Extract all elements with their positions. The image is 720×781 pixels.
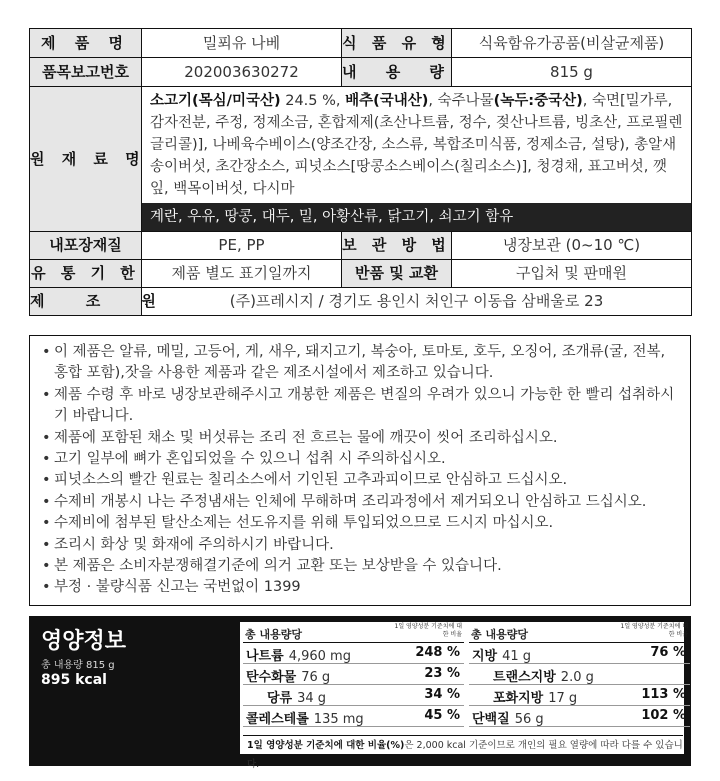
ingredient-cabbage: 배추(국내산) — [345, 93, 429, 109]
maker-label: 제 조 원 — [30, 288, 142, 316]
column-head-desc: 1일 영양성분 기준치에 대한 비율 — [620, 622, 688, 638]
label-sheet — [29, 28, 691, 770]
nutrient-percent: 248 % — [415, 644, 460, 660]
nutrient-row — [469, 643, 690, 664]
ingredient-text-part: , 숙면[밀가루, 감자전분, 주정, 정제소금, 혼합제제(초산나트륨, 정수, 젖산나트륨, 빙초산, 프로필렌글리콜)], 나베육수베이스(양조간장, 소스류, 복합조미식품, 정제소금, 설탕), 총알새송이버섯, 초간장소스, 피넛소스[땅콩소스베이스(칠리소스)], 청경채, 표고버섯, 깻잎, 백목이버섯, 다시마 — [150, 93, 683, 197]
caution-item: • 수제비 개봉시 나는 주정냄새는 인체에 무해하며 조리과정에서 제거되오니 안심하고 드십시오. — [42, 492, 678, 513]
caution-item: • 본 제품은 소비자분쟁해결기준에 의거 교환 또는 보상받을 수 있습니다. — [42, 556, 678, 577]
nutrient-name — [246, 708, 364, 727]
nutrition-column-left — [243, 622, 464, 727]
nutrient-amount: 34 g — [297, 690, 327, 706]
nutrient-amount: 4,960 mg — [288, 648, 351, 664]
product-name: 밀푀유 나베 — [142, 29, 342, 58]
ingredient-beef: 소고기(목심/미국산) — [150, 93, 281, 109]
nutrient-label: 지방 — [472, 648, 498, 664]
ingredient-text-part: 24.5 %, — [280, 93, 346, 109]
ingredients-label: 원 재 료 명 — [30, 87, 142, 232]
column-head-title: 총 내용량당 — [245, 627, 302, 641]
report-no: 202003630272 — [142, 58, 342, 87]
nutrition-kcal: 895 kcal — [41, 671, 107, 688]
caution-item: • 부정 · 불량식품 신고는 국번없이 1399 — [42, 577, 678, 598]
caution-item: • 조리시 화상 및 화재에 주의하시기 바랍니다. — [42, 535, 678, 556]
nutrient-label: 트랜스지방 — [493, 669, 556, 685]
nutrition-column-head — [469, 622, 690, 643]
caution-item: • 제품에 포함된 채소 및 버섯류는 조리 전 흐르는 물에 깨끗이 씻어 조리하십시오. — [42, 428, 678, 449]
ingredient-text-part: , 숙주나물 — [428, 93, 494, 109]
nutrition-table — [240, 622, 688, 770]
ingredients-cell — [142, 87, 692, 232]
caution-item: • 고기 일부에 뼈가 혼입되었을 수 있으니 섭취 시 주의하십시오. — [42, 449, 678, 470]
nutrient-amount: 76 g — [301, 669, 331, 685]
nutrient-label: 단백질 — [472, 711, 510, 727]
footnote-text: 은 2,000 kcal 기준이므로 개인의 필요 열량에 따라 다를 수 있습니다. — [247, 739, 683, 770]
caution-item: • 이 제품은 알류, 메밀, 고등어, 게, 새우, 돼지고기, 복숭아, 토마토, 호두, 오징어, 조개류(굴, 전복, 홍합 포함),잣을 사용한 제품과 같은 제조시설에서 제조하고 있습니다. — [42, 342, 678, 385]
nutrient-label: 나트륨 — [246, 648, 284, 664]
info-row — [30, 232, 692, 260]
nutrient-row — [469, 685, 690, 706]
nutrient-amount: 41 g — [502, 648, 532, 664]
nutrient-percent: 34 % — [424, 686, 460, 702]
ingredient-origin: (녹두:중국산) — [493, 93, 583, 109]
nutrition-column-head — [243, 622, 464, 643]
nutrient-name — [472, 645, 531, 664]
nutrient-row — [469, 706, 690, 727]
ingredients-row — [30, 87, 692, 232]
nutrient-row — [243, 685, 464, 706]
column-head-title: 총 내용량당 — [471, 627, 528, 641]
nutrient-name — [246, 645, 351, 664]
nutrition-total: 총 내용량 815 g — [41, 659, 115, 671]
nutrient-percent: 102 % — [641, 707, 686, 723]
caution-item: • 피넛소스의 빨간 원료는 칠리소스에서 기인된 고추과피이므로 안심하고 드십시오. — [42, 470, 678, 491]
content-label: 내 용 량 — [342, 58, 452, 87]
return-label: 반품 및 교환 — [342, 260, 452, 288]
product-name-label: 제 품 명 — [30, 29, 142, 58]
expiry-value: 제품 별도 표기일까지 — [142, 260, 342, 288]
column-head-desc: 1일 영양성분 기준치에 대한 비율 — [394, 622, 462, 638]
nutrient-label: 탄수화물 — [246, 669, 297, 685]
food-type: 식육함유가공품(비살균제품) — [452, 29, 692, 58]
allergy-banner: 계란, 우유, 땅콩, 대두, 밀, 아황산류, 닭고기, 쇠고기 함유 — [142, 203, 691, 231]
nutrient-row — [243, 643, 464, 664]
nutrition-footnote — [243, 735, 683, 770]
report-no-label: 품목보고번호 — [30, 58, 142, 87]
maker-value: (주)프레시지 / 경기도 용인시 처인구 이동읍 삼배울로 23 — [142, 288, 692, 316]
nutrient-percent: 113 % — [641, 686, 686, 702]
nutrient-name — [493, 666, 594, 685]
nutrient-name — [493, 687, 577, 706]
nutrient-amount: 2.0 g — [560, 669, 594, 685]
caution-list — [42, 342, 678, 599]
nutrient-row — [243, 664, 464, 685]
nutrient-name — [246, 666, 330, 685]
nutrient-amount: 135 mg — [313, 711, 364, 727]
info-row — [30, 29, 692, 58]
nutrient-row — [243, 706, 464, 727]
caution-box — [29, 335, 691, 606]
nutrition-panel — [29, 616, 691, 770]
nutrient-label: 포화지방 — [493, 690, 544, 706]
food-type-label: 식 품 유 형 — [342, 29, 452, 58]
info-row — [30, 260, 692, 288]
nutrient-percent: 45 % — [424, 707, 460, 723]
nutrient-amount: 17 g — [548, 690, 578, 706]
nutrient-name — [472, 708, 544, 727]
storage-value: 냉장보관 (0~10 ℃) — [452, 232, 692, 260]
return-value: 구입처 및 판매원 — [452, 260, 692, 288]
nutrient-label: 콜레스테롤 — [246, 711, 309, 727]
storage-label: 보 관 방 법 — [342, 232, 452, 260]
info-row — [30, 58, 692, 87]
nutrient-row — [469, 664, 690, 685]
ingredients-text — [142, 87, 691, 203]
nutrient-amount: 56 g — [514, 711, 544, 727]
nutrient-percent: 76 % — [650, 644, 686, 660]
nutrient-label: 당류 — [267, 690, 293, 706]
nutrition-title: 영양정보 — [41, 628, 127, 654]
content-amount: 815 g — [452, 58, 692, 87]
expiry-label: 유 통 기 한 — [30, 260, 142, 288]
nutrient-name — [267, 687, 326, 706]
caution-item: • 제품 수령 후 바로 냉장보관해주시고 개봉한 제품은 변질의 우려가 있으니 가능한 한 빨리 섭취하시기 바랍니다. — [42, 385, 678, 428]
footnote-bold: 1일 영양성분 기준치에 대한 비율(%) — [247, 739, 405, 751]
nutrient-percent: 23 % — [424, 665, 460, 681]
packaging-label: 내포장재질 — [30, 232, 142, 260]
packaging-value: PE, PP — [142, 232, 342, 260]
info-row — [30, 288, 692, 316]
caution-item: • 수제비에 첨부된 탈산소제는 선도유지를 위해 투입되었으므로 드시지 마십시오. — [42, 513, 678, 534]
product-info-table — [29, 28, 692, 316]
nutrition-column-right — [469, 622, 690, 727]
